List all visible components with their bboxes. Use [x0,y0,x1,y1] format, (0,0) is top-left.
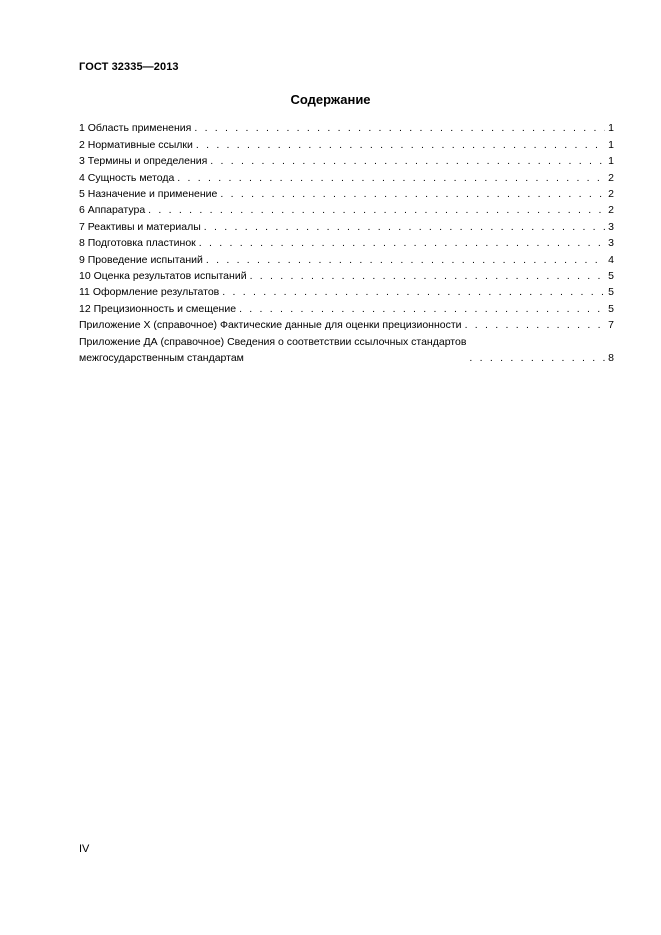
toc-entry[interactable] [79,136,614,152]
toc-entry-label: Приложение X (справочное) Фактические данные для оценки прецизионности [79,319,462,332]
toc-entry-label: 6 Аппаратура [79,204,146,217]
toc-entry-label-line1: Приложение ДА (справочное) Сведения о соответствии ссылочных стандартов [79,336,467,349]
document-header: ГОСТ 32335—2013 [79,61,179,73]
toc-entry-label: 11 Оформление результатов [79,286,220,299]
toc-entry[interactable] [79,251,614,267]
toc-entry-label: 5 Назначение и применение [79,187,218,200]
toc-leader-dots [148,202,605,218]
toc-entry-page: 1 [608,138,614,151]
toc-entry[interactable] [79,218,614,234]
toc-leader-dots [204,219,605,235]
toc-entry-page: 7 [608,319,614,332]
toc-entry-label: 3 Термины и определения [79,155,208,168]
toc-leader-dots [239,301,605,317]
toc-leader-dots [177,170,605,186]
toc-entry-page: 5 [608,286,614,299]
toc-entry-page: 3 [608,237,614,250]
toc-entry[interactable] [79,235,614,251]
toc-entry-label: 8 Подготовка пластинок [79,237,196,250]
toc-entry-page: 8 [608,352,614,365]
toc-entry-label: 9 Проведение испытаний [79,253,203,266]
toc-entry-page: 3 [608,220,614,233]
toc-entry-page: 2 [608,187,614,200]
toc-entry-page: 4 [608,253,614,266]
toc-leader-dots [222,284,605,300]
toc-leader-dots [196,137,605,153]
toc-entry-page: 2 [608,171,614,184]
toc-entry[interactable] [79,169,614,185]
toc-leader-dots [250,268,605,284]
toc-entry-label: 1 Область применения [79,122,192,135]
toc-entry[interactable] [79,300,614,316]
toc-leader-dots [210,153,605,169]
toc-entry[interactable] [79,186,614,202]
toc-entry-label: 10 Оценка результатов испытаний [79,269,247,282]
toc-entry[interactable] [79,202,614,218]
toc-entry-label: 12 Прецизионность и смещение [79,302,237,315]
toc-entry-label: 2 Нормативные ссылки [79,138,193,151]
toc-entry-page: 1 [608,122,614,135]
page-number: IV [79,843,90,855]
toc-entry-label: 7 Реактивы и материалы [79,220,201,233]
toc-entry[interactable] [79,120,614,136]
toc-entry[interactable] [79,268,614,284]
page-title: Содержание [290,92,371,107]
toc-entry[interactable] [79,284,614,300]
table-of-contents [79,120,614,366]
toc-leader-dots [465,317,605,333]
toc-leader-dots [469,350,605,366]
toc-entry[interactable] [79,317,614,333]
toc-leader-dots [194,120,605,136]
toc-entry-page: 5 [608,269,614,282]
toc-leader-dots [206,252,605,268]
toc-entry-label [79,334,466,366]
toc-entry[interactable] [79,153,614,169]
toc-entry-label-line2: межгосударственным стандартам [79,352,244,365]
toc-entry-page: 1 [608,155,614,168]
toc-leader-dots [220,186,605,202]
toc-entry-label: 4 Сущность метода [79,171,175,184]
toc-entry-page: 2 [608,204,614,217]
toc-leader-dots [199,235,605,251]
toc-entry-page: 5 [608,302,614,315]
toc-entry-annex-da[interactable] [79,334,614,366]
